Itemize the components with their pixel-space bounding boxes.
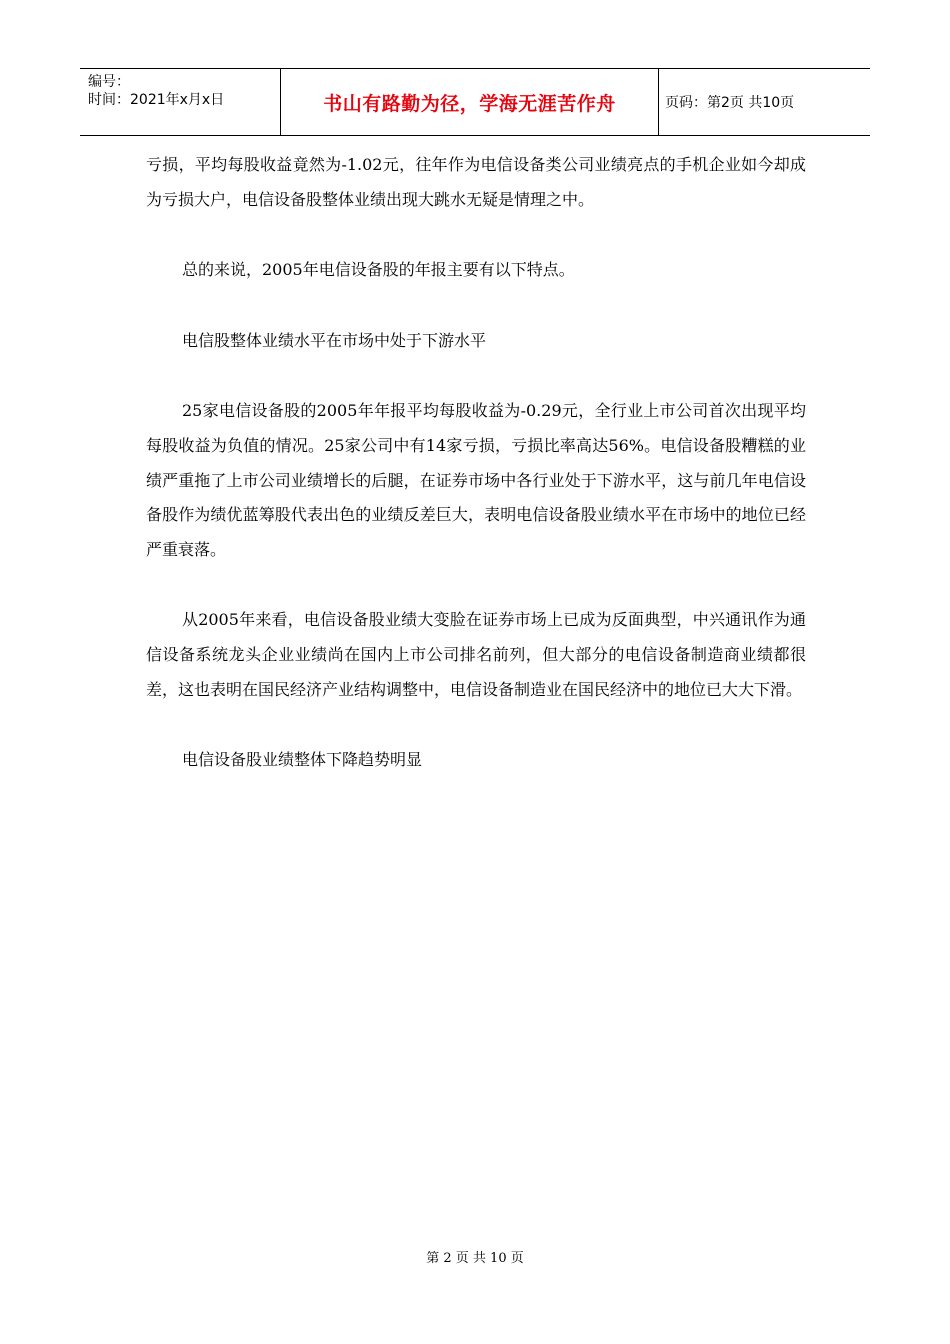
page-header [80,68,870,136]
section-heading-market-level: 电信股整体业绩水平在市场中处于下游水平 [182,330,487,350]
section-heading-decline-trend: 电信设备股业绩整体下降趋势明显 [182,750,423,770]
header-page-cell [659,69,870,135]
document-body [146,148,806,814]
footer-page-number: 第 2 页 共 10 页 [426,1251,524,1266]
serial-label: 编号： [88,74,130,90]
paragraph-summary: 总的来说，2005年电信设备股的年报主要有以下特点。 [182,260,575,280]
paragraph-market-level: 25家电信设备股的2005年年报平均每股收益为-0.29元，全行业上市公司首次出现平均每股收益为负值的情况。25家公司中有14家亏损，亏损比率高达56%。电信设备股糟糕的业绩严重拖了上市公司业绩增长的后腿，在证券市场中各行业处于下游水平，这与前几年电信设备股作为绩优蓝筹股代表出色的业绩反差巨大，表明电信设备股业绩水平在市场中的地位已经严重衰落。 [146,401,806,559]
header-page-info: 页码：第2页 共10页 [665,95,795,111]
header-meta-cell [80,69,281,135]
paragraph-2005-review: 从2005年来看，电信设备股业绩大变脸在证券市场上已成为反面典型，中兴通讯作为通信设备系统龙头企业业绩尚在国内上市公司排名前列，但大部分的电信设备制造商业绩都很差，这也表明在国民经济产业结构调整中，电信设备制造业在国民经济中的地位已大大下滑。 [146,610,806,699]
page-footer [0,1247,950,1266]
motto-text: 书山有路勤为径，学海无涯苦作舟 [323,92,616,115]
date-label: 时间：2021年x月x日 [88,92,225,108]
header-motto-cell [281,69,659,135]
paragraph-continuation: 亏损，平均每股收益竟然为-1.02元，往年作为电信设备类公司业绩亮点的手机企业如今却成为亏损大户，电信设备股整体业绩出现大跳水无疑是情理之中。 [146,155,806,209]
